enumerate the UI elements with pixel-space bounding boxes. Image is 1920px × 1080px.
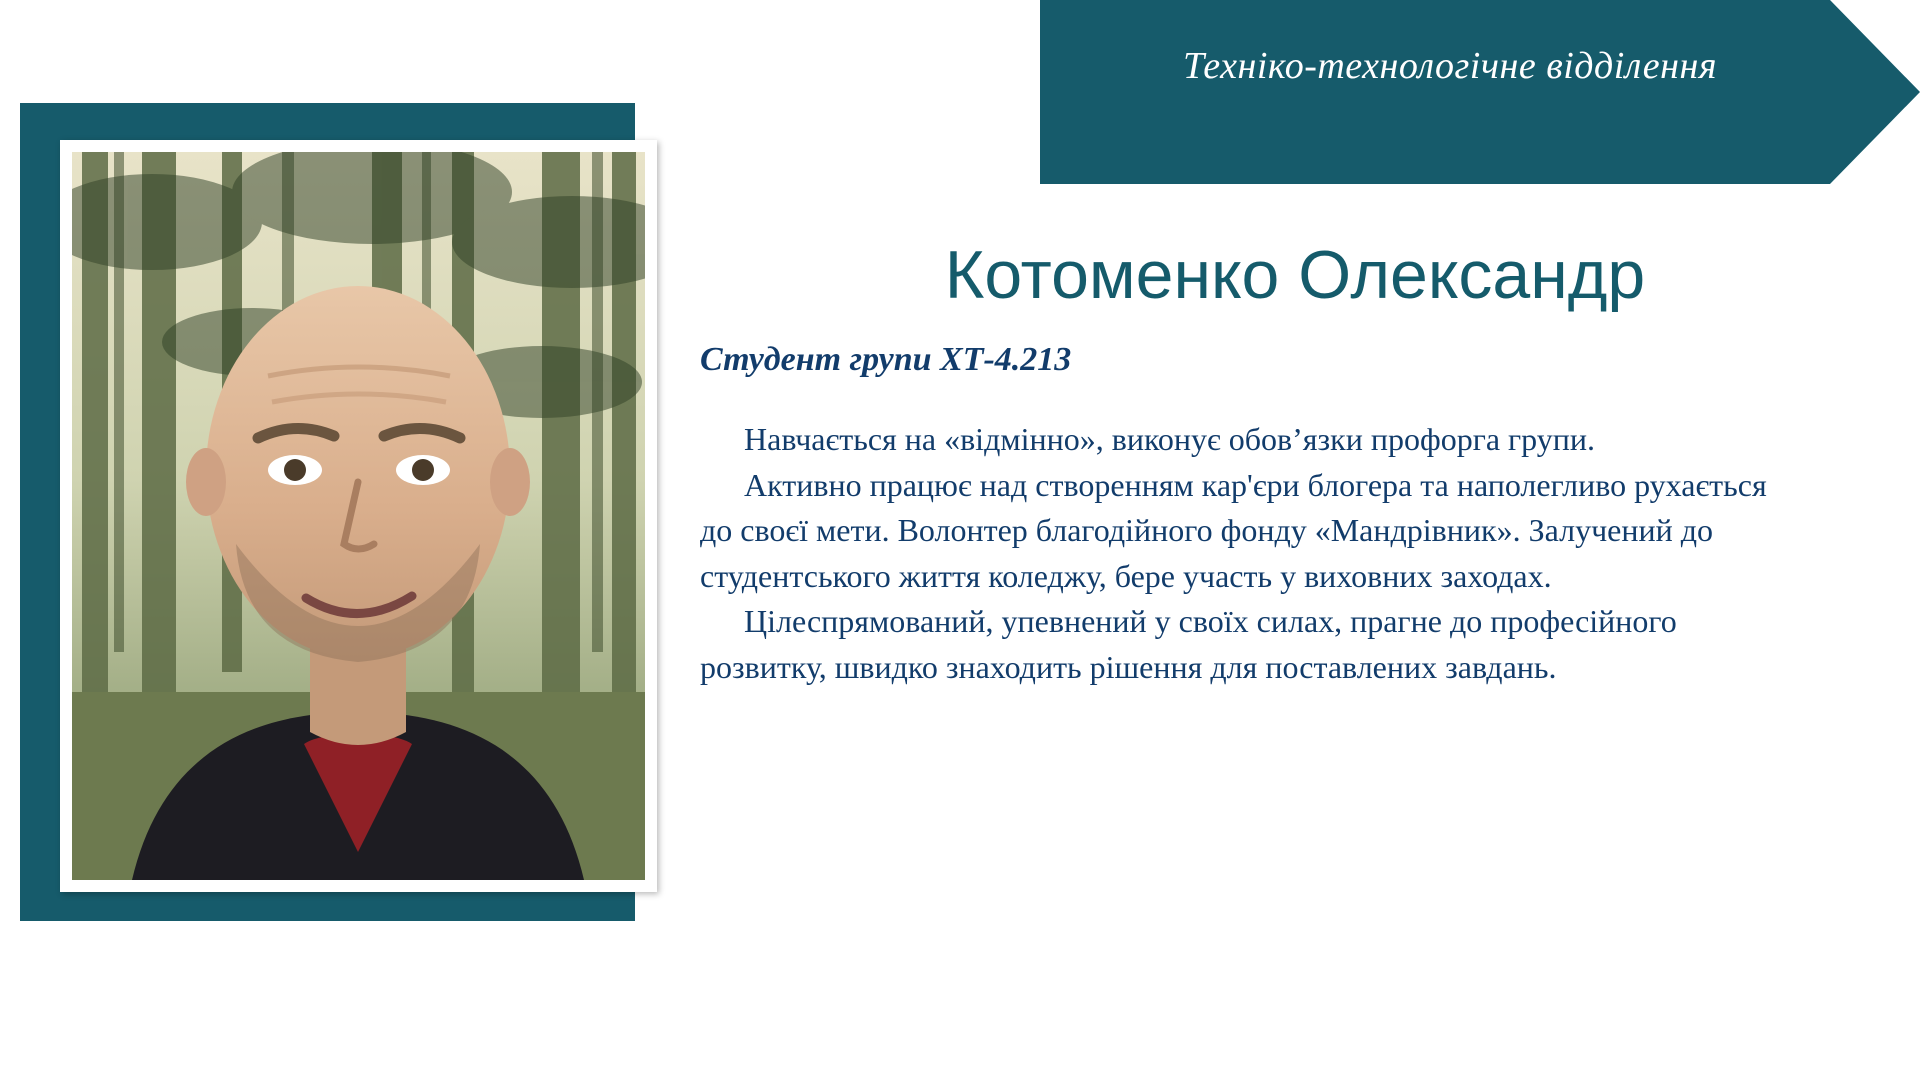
department-banner-label: Техніко-технологічне відділення: [1182, 45, 1718, 87]
page-title: Котоменко Олександр: [944, 237, 1646, 313]
department-banner: [1040, 0, 1920, 184]
description-block: [700, 417, 1780, 690]
portrait-illustration: [72, 152, 645, 880]
student-portrait-photo: [72, 152, 645, 880]
student-group-subtitle: Студент групи ХТ-4.213: [700, 341, 1072, 379]
description-paragraph-1: Навчається на «відмінно», виконує обов’язки профорга групи.: [744, 421, 1595, 458]
slide-content: [700, 237, 1890, 690]
banner-arrow-shape: [1040, 0, 1920, 184]
description-paragraph-2: Активно працює над створенням кар'єри блогера та наполегливо рухається до своєї мети. Волонтер благодійного фонду «Мандрівник». Залучений до студентського життя коледжу, бере участь у виховних заходах.: [700, 466, 1767, 594]
photo-white-frame: [60, 140, 657, 892]
description-paragraph-3: Цілеспрямований, упевнений у своїх силах, прагне до професійного розвитку, швидко знаходить рішення для поставлених завдань.: [700, 603, 1677, 685]
